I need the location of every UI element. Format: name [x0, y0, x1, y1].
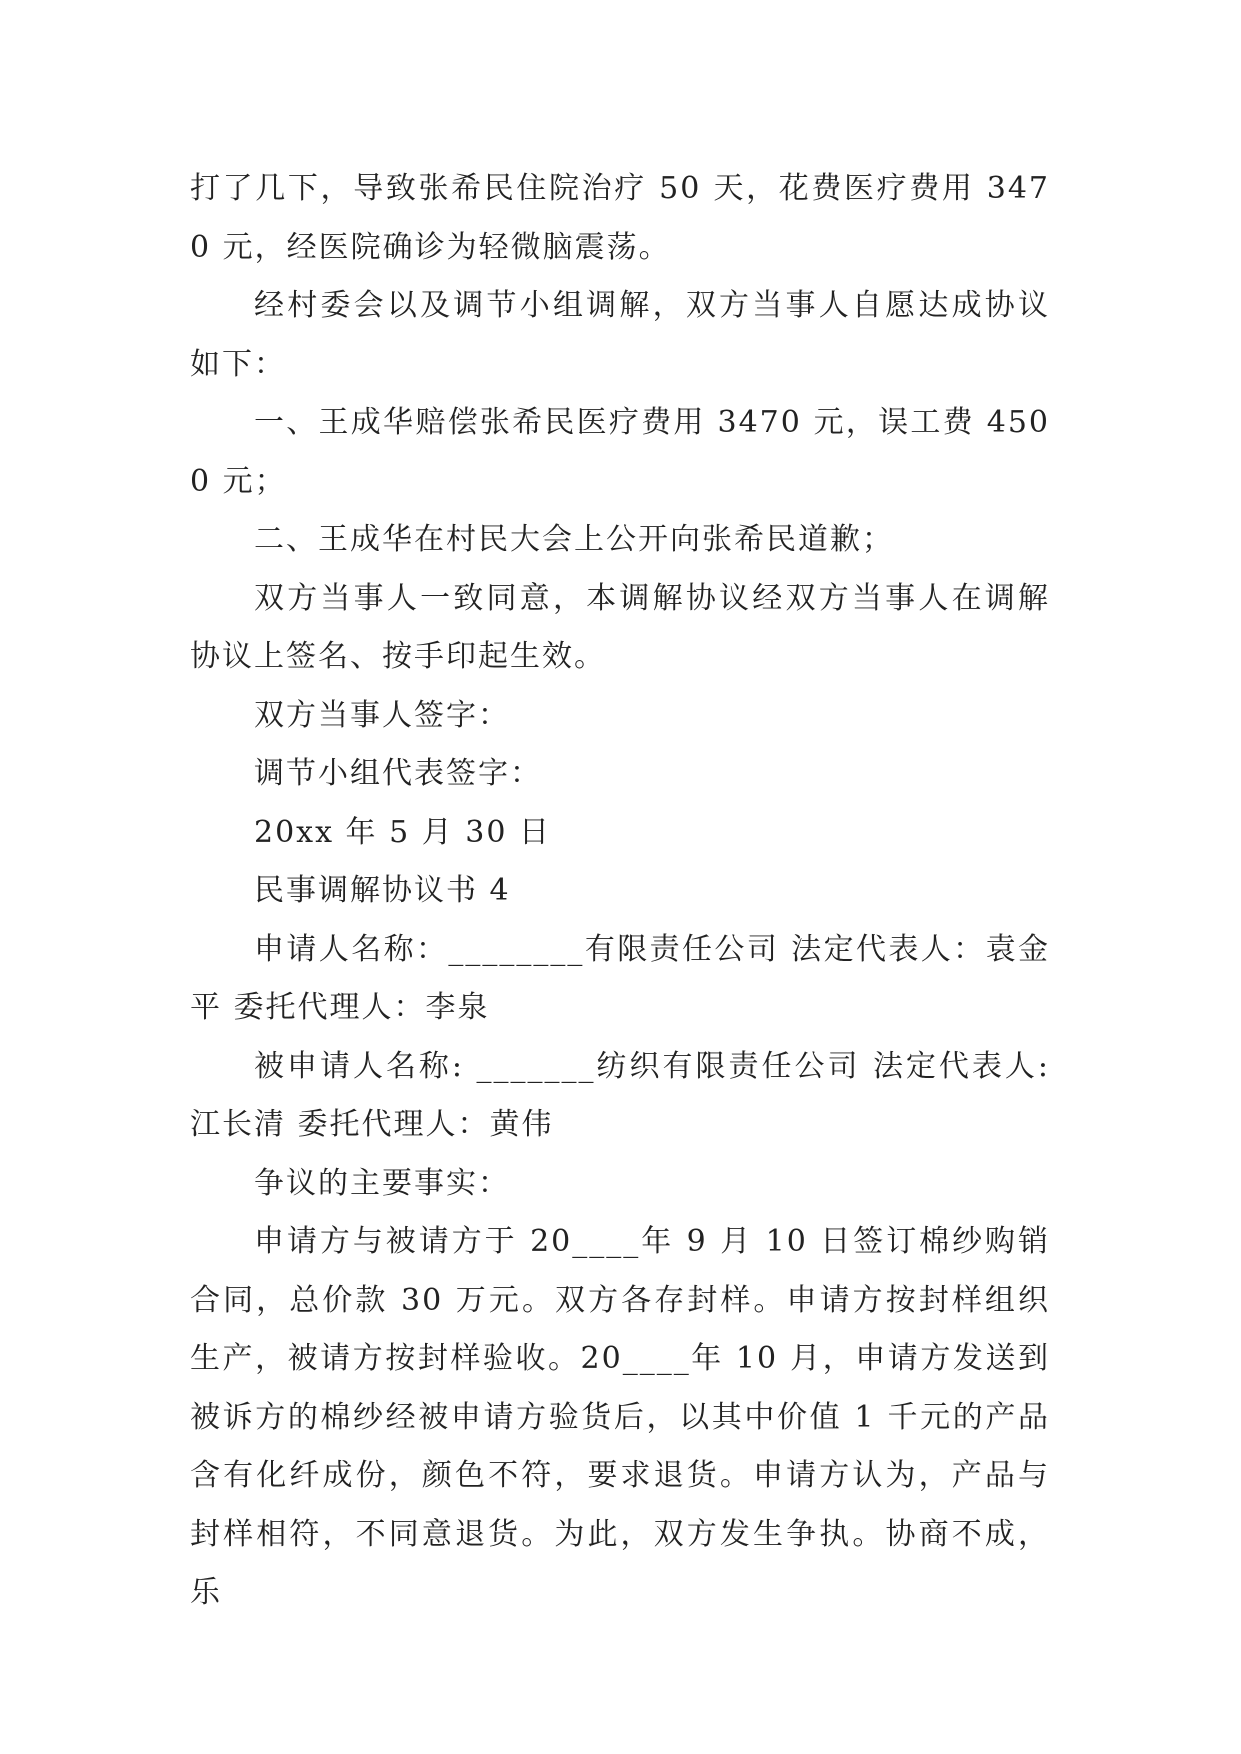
section-title: 民事调解协议书 4 — [254, 873, 511, 908]
paragraph: 20xx 年 5 月 30 日 — [254, 814, 551, 850]
paragraph: 被申请人名称: _______纺织有限责任公司 法定代表人: 江长清 委托代理人：黄伟 — [190, 1048, 1050, 1142]
paragraph: 经村委会以及调节小组调解，双方当事人自愿达成协议如下： — [190, 288, 1050, 382]
paragraph: 打了几下，导致张希民住院治疗 50 天，花费医疗费用 3470 元，经医院确诊为轻微脑震荡。 — [190, 171, 1050, 265]
document-body — [190, 160, 1050, 1623]
paragraph: 调节小组代表签字： — [254, 756, 542, 791]
paragraph: 争议的主要事实： — [254, 1165, 510, 1201]
paragraph: 申请人名称：________有限责任公司 法定代表人：袁金平 委托代理人：李泉 — [190, 931, 1050, 1025]
paragraph: 申请方与被请方于 20____年 9 月 10 日签订棉纱购销合同，总价款 30 万元。双方各存封样。申请方按封样组织生产，被请方按封样验收。20____年 10 月，申请方发送到被诉方的棉纱经被申请方验货后，以其中价值 1 千元的产品含有化纤成份，颜色不符，要求退货。申请方认为，产品与封样相符，不同意退货。为此，双方发生争执。协商不成，乐 — [190, 1224, 1050, 1610]
paragraph: 一、王成华赔偿张希民医疗费用 3470 元，误工费 4500 元； — [190, 405, 1050, 499]
paragraph: 双方当事人一致同意，本调解协议经双方当事人在调解协议上签名、按手印起生效。 — [190, 580, 1050, 674]
paragraph: 双方当事人签字： — [254, 697, 510, 733]
paragraph: 二、王成华在村民大会上公开向张希民道歉； — [254, 522, 894, 557]
